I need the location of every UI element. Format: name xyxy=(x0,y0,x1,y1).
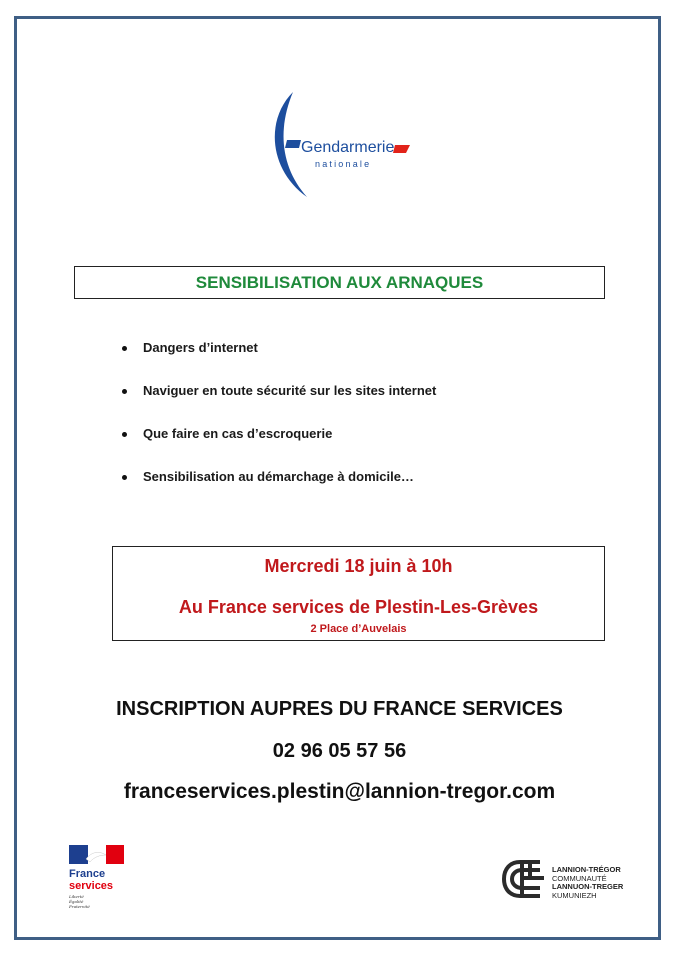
event-date: Mercredi 18 juin à 10h xyxy=(264,556,453,576)
list-item: Dangers d’internet xyxy=(110,336,570,379)
page-title xyxy=(74,266,605,299)
lt-line3: LANNUON-TREGER xyxy=(552,882,624,892)
lannion-tregor-text xyxy=(552,866,623,900)
gendarmerie-text: Gendarmerie xyxy=(301,139,395,156)
gendarmerie-logo xyxy=(265,90,415,200)
event-address: 2 Place d’Auvelais xyxy=(310,623,407,635)
event-place: Au France services de Plestin-Les-Grèves xyxy=(178,597,539,617)
nationale-text: nationale xyxy=(315,159,372,169)
lt-line2: COMMUNAUTÉ xyxy=(552,873,607,883)
services-text: services xyxy=(69,880,114,892)
france-text: France xyxy=(69,868,106,880)
title-text: SENSIBILISATION AUX ARNAQUES xyxy=(195,273,484,292)
lt-line4: KUMUNIEZH xyxy=(552,890,597,900)
france-services-logo xyxy=(66,843,136,913)
motto-egalite: Égalité xyxy=(69,899,84,904)
registration-email: franceservices.plestin@lannion-tregor.com xyxy=(123,780,556,803)
list-item: Sensibilisation au démarchage à domicile… xyxy=(110,465,570,508)
list-item: Naviguer en toute sécurité sur les sites internet xyxy=(110,379,570,422)
lt-line1: LANNION-TRÉGOR xyxy=(552,865,621,874)
motto-liberte: Liberté xyxy=(69,894,84,899)
registration-heading: INSCRIPTION AUPRES DU FRANCE SERVICES xyxy=(116,698,563,720)
list-item: Que faire en cas d’escroquerie xyxy=(110,422,570,465)
motto-fraternite: Fraternité xyxy=(69,904,90,909)
topic-list xyxy=(110,336,570,508)
registration-phone: 02 96 05 57 56 xyxy=(272,740,407,762)
event-box xyxy=(112,546,605,641)
